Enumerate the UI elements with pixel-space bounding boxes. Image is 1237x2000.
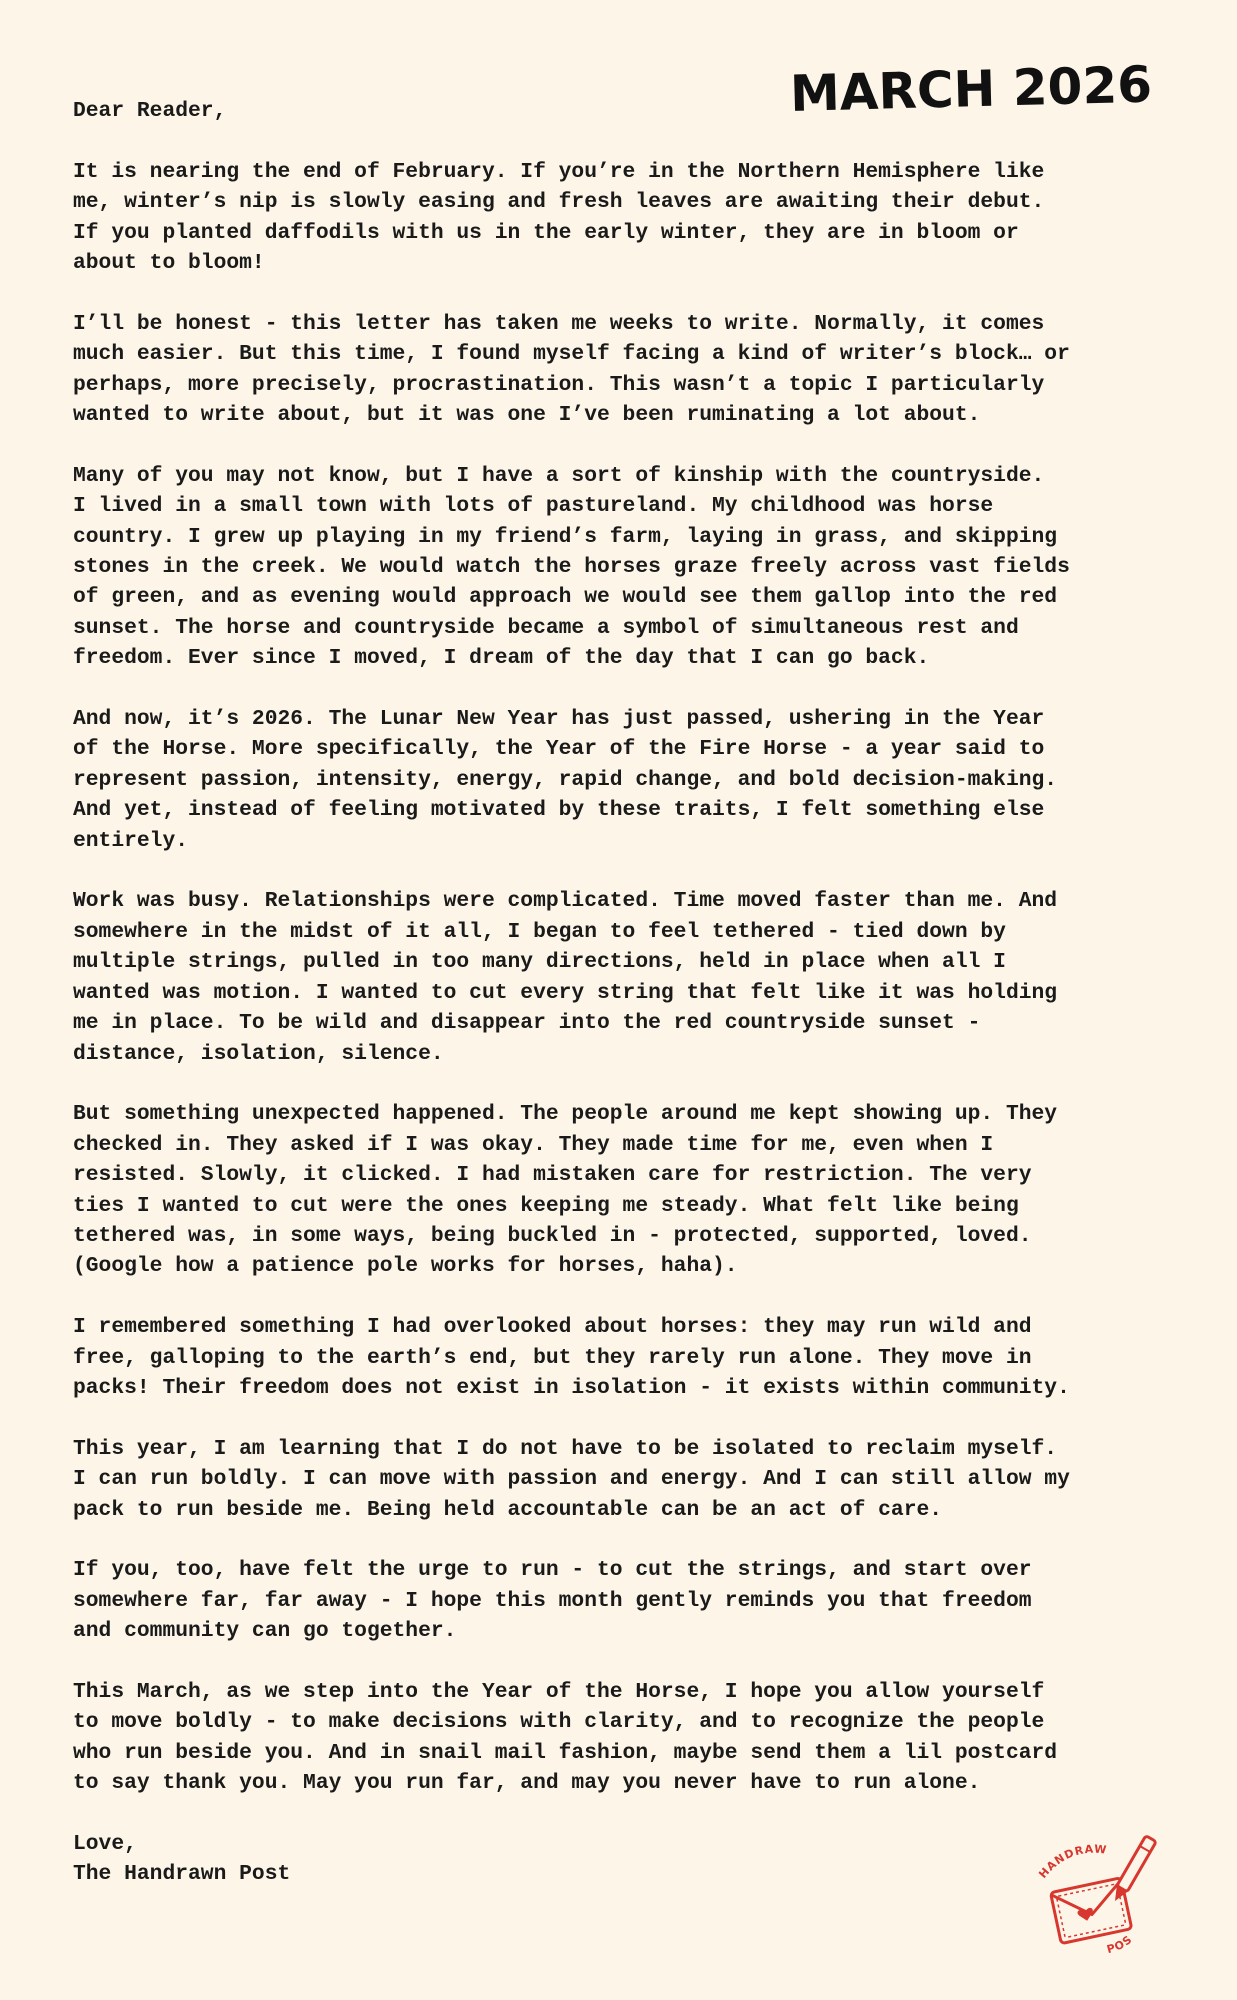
line: resisted. Slowly, it clicked. I had mistaken care for restriction. The very	[73, 1163, 1032, 1188]
line: distance, isolation, silence.	[73, 1041, 444, 1066]
line: multiple strings, pulled in too many directions, held in place when all I	[73, 950, 1006, 975]
paragraph	[73, 157, 1183, 279]
handrawn-post-logo	[1030, 1815, 1170, 1970]
letter-body	[73, 96, 1183, 1890]
line: of green, and as evening would approach we would see them gallop into the red	[73, 585, 1058, 610]
line: of the Horse. More specifically, the Year of the Fire Horse - a year said to	[73, 737, 1045, 762]
line: pack to run beside me. Being held accountable can be an act of care.	[73, 1497, 943, 1522]
line: about to bloom!	[73, 251, 265, 276]
line: somewhere in the midst of it all, I began to feel tethered - tied down by	[73, 919, 1006, 944]
line: If you, too, have felt the urge to run - to cut the strings, and start over	[73, 1558, 1032, 1583]
paragraph	[73, 461, 1183, 674]
paragraph	[73, 1434, 1183, 1525]
line: (Google how a patience pole works for horses, haha).	[73, 1254, 738, 1279]
svg-text:HANDRAWN	[1030, 1815, 1108, 1881]
line: free, galloping to the earth’s end, but they rarely run alone. They move in	[73, 1345, 1032, 1370]
signoff-text: Love,	[73, 1831, 137, 1856]
line: ties I wanted to cut were the ones keeping me steady. What felt like being	[73, 1193, 1019, 1218]
line: I lived in a small town with lots of pastureland. My childhood was horse	[73, 494, 994, 519]
line: If you planted daffodils with us in the early winter, they are in bloom or	[73, 220, 1019, 245]
envelope-pen-icon	[1030, 1815, 1170, 1970]
line: But something unexpected happened. The people around me kept showing up. They	[73, 1102, 1058, 1127]
line: Work was busy. Relationships were complicated. Time moved faster than me. And	[73, 889, 1058, 914]
line: And yet, instead of feeling motivated by these traits, I felt something else	[73, 798, 1045, 823]
line: who run beside you. And in snail mail fashion, maybe send them a lil postcard	[73, 1740, 1058, 1765]
line: wanted to write about, but it was one I’ve been ruminating a lot about.	[73, 403, 981, 428]
line: This year, I am learning that I do not have to be isolated to reclaim myself.	[73, 1436, 1058, 1461]
line: somewhere far, far away - I hope this month gently reminds you that freedom	[73, 1588, 1032, 1613]
line: to say thank you. May you run far, and may you never have to run alone.	[73, 1771, 981, 1796]
line: packs! Their freedom does not exist in isolation - it exists within community.	[73, 1375, 1070, 1400]
paragraph	[73, 1555, 1183, 1646]
signoff	[73, 1829, 1183, 1890]
line: It is nearing the end of February. If you’re in the Northern Hemisphere like	[73, 159, 1045, 184]
paragraph	[73, 704, 1183, 856]
line: tethered was, in some ways, being buckled in - protected, supported, loved.	[73, 1223, 1032, 1248]
line: freedom. Ever since I moved, I dream of the day that I can go back.	[73, 646, 930, 671]
logo-text-top: HANDRAW	[1036, 1842, 1108, 1881]
line: Many of you may not know, but I have a sort of kinship with the countryside.	[73, 463, 1045, 488]
line: checked in. They asked if I was okay. They made time for me, even when I	[73, 1132, 994, 1157]
line: country. I grew up playing in my friend’s farm, laying in grass, and skipping	[73, 524, 1058, 549]
line: wanted was motion. I wanted to cut every string that felt like it was holding	[73, 980, 1058, 1005]
line: I’ll be honest - this letter has taken me weeks to write. Normally, it comes	[73, 311, 1045, 336]
line: entirely.	[73, 828, 189, 853]
paragraph	[73, 886, 1183, 1068]
line: I remembered something I had overlooked about horses: they may run wild and	[73, 1315, 1032, 1340]
line: me in place. To be wild and disappear into the red countryside sunset -	[73, 1011, 981, 1036]
paragraph	[73, 1677, 1183, 1799]
line: to move boldly - to make decisions with clarity, and to recognize the people	[73, 1710, 1045, 1735]
line: perhaps, more precisely, procrastination. This wasn’t a topic I particularly	[73, 372, 1045, 397]
line: and community can go together.	[73, 1619, 457, 1644]
paragraph	[73, 1099, 1183, 1281]
line: much easier. But this time, I found myself facing a kind of writer’s block… or	[73, 342, 1070, 367]
line: me, winter’s nip is slowly easing and fresh leaves are awaiting their debut.	[73, 190, 1045, 215]
line: I can run boldly. I can move with passion and energy. And I can still allow my	[73, 1467, 1070, 1492]
paragraph	[73, 1312, 1183, 1403]
line: sunset. The horse and countryside became a symbol of simultaneous rest and	[73, 615, 1019, 640]
greeting: Dear Reader,	[73, 99, 227, 123]
month-title: MARCH 2026	[789, 55, 1153, 123]
line: stones in the creek. We would watch the horses graze freely across vast fields	[73, 555, 1070, 580]
line: This March, as we step into the Year of the Horse, I hope you allow yourself	[73, 1679, 1045, 1704]
signature: The Handrawn Post	[73, 1862, 291, 1887]
paragraph	[73, 309, 1183, 431]
line: represent passion, intensity, energy, rapid change, and bold decision-making.	[73, 767, 1058, 792]
logo-text-bottom: POS	[1105, 1932, 1135, 1957]
line: And now, it’s 2026. The Lunar New Year has just passed, ushering in the Year	[73, 707, 1045, 732]
